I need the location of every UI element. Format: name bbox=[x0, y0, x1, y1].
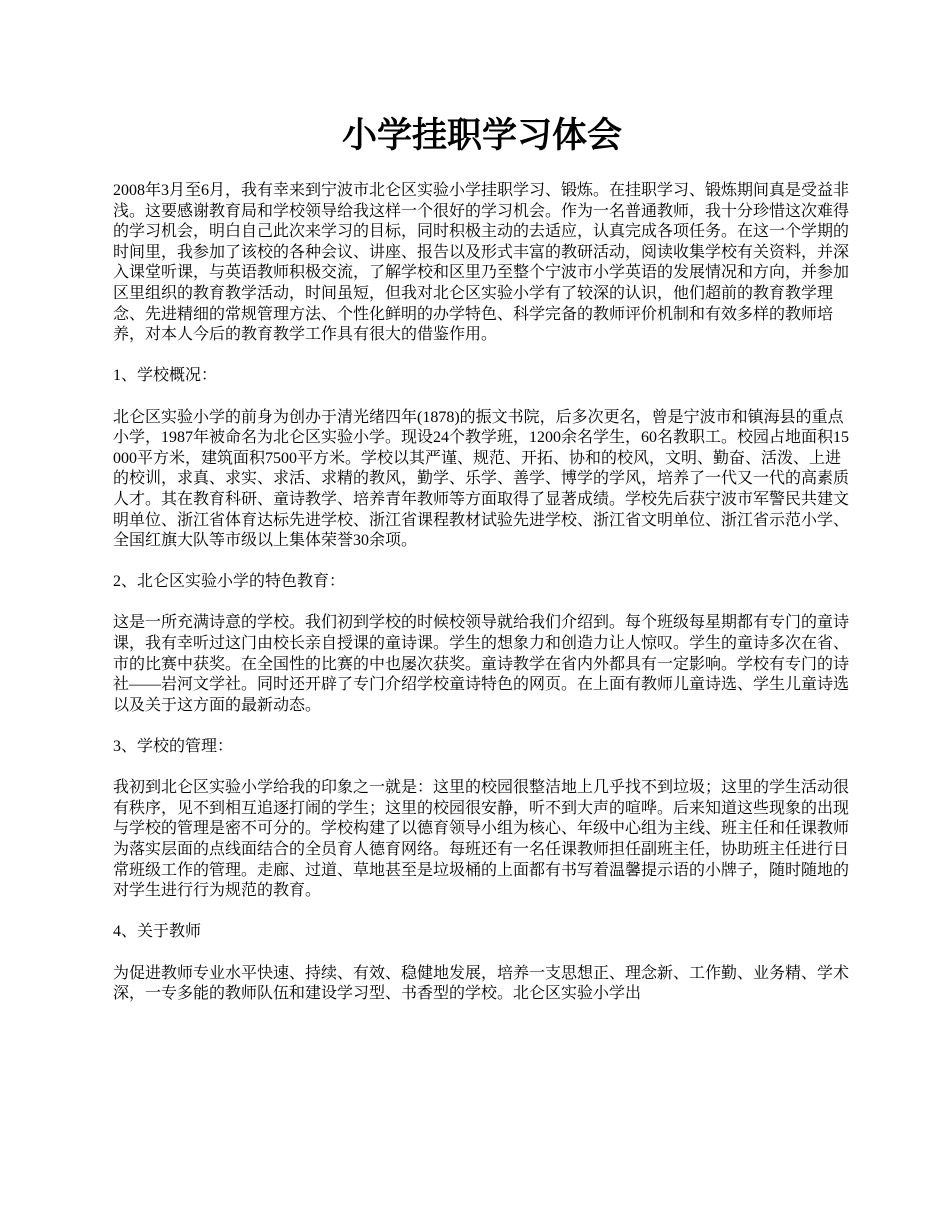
section-heading-school-management: 3、学校的管理： bbox=[113, 738, 234, 756]
document-body bbox=[113, 181, 851, 1005]
section-heading-school-overview: 1、学校概况： bbox=[113, 367, 218, 385]
section-heading-teachers: 4、关于教师 bbox=[113, 923, 202, 941]
intro-paragraph: 2008年3月至6月，我有幸来到宁波市北仑区实验小学挂职学习、锻炼。在挂职学习、锻炼期间真是受益非浅。这要感谢教育局和学校领导给我这样一个很好的学习机会。作为一名普通教师，我十分珍惜这次难得的学习机会，明白自己此次来学习的目标，同时积极主动的去适应，认真完成各项任务。在这一个学期的时间里，我参加了该校的各种会议、讲座、报告以及形式丰富的教研活动，阅读收集学校有关资料，并深入课堂听课，与英语教师积极交流，了解学校和区里乃至整个宁波市小学英语的发展情况和方向，并参加区里组织的教育教学活动，时间虽短，但我对北仑区实验小学有了较深的认识，他们超前的教育教学理念、先进精细的常规管理方法、个性化鲜明的办学特色、科学完备的教师评价机制和有效多样的教师培养，对本人今后的教育教学工作具有很大的借鉴作用。 bbox=[113, 182, 850, 344]
school-management-paragraph: 我初到北仑区实验小学给我的印象之一就是：这里的校园很整洁地上几乎找不到垃圾；这里的学生活动很有秩序，见不到相互追逐打闹的学生；这里的校园很安静，听不到大声的喧哗。后来知道这些现象的出现与学校的管理是密不可分的。学校构建了以德育领导小组为核心、年级中心组为主线、班主任和任课教师为落实层面的点线面结合的全员育人德育网络。每班还有一名任课教师担任副班主任，协助班主任进行日常班级工作的管理。走廊、过道、草地甚至是垃圾桶的上面都有书写着温馨提示语的小牌子，随时随地的对学生进行行为规范的教育。 bbox=[113, 779, 850, 900]
section-heading-featured-education: 2、北仑区实验小学的特色教育： bbox=[113, 573, 346, 591]
document-title: 小学挂职学习体会 bbox=[341, 116, 622, 155]
teachers-paragraph: 为促进教师专业水平快速、持续、有效、稳健地发展，培养一支思想正、理念新、工作勤、业务精、学术深，一专多能的教师队伍和建设学习型、书香型的学校。北仑区实验小学出 bbox=[113, 964, 850, 1003]
featured-education-paragraph: 这是一所充满诗意的学校。我们初到学校的时候校领导就给我们介绍到。每个班级每星期都有专门的童诗课，我有幸听过这门由校长亲自授课的童诗课。学生的想象力和创造力让人惊叹。学生的童诗多次在省、市的比赛中获奖。在全国性的比赛的中也屡次获奖。童诗教学在省内外都具有一定影响。学校有专门的诗社——岩河文学社。同时还开辟了专门介绍学校童诗特色的网页。在上面有教师儿童诗选、学生儿童诗选以及关于这方面的最新动态。 bbox=[113, 614, 850, 714]
school-overview-paragraph: 北仑区实验小学的前身为创办于清光绪四年(1878)的振文书院，后多次更名，曾是宁波市和镇海县的重点小学，1987年被命名为北仑区实验小学。现设24个教学班，1200余名学生，60名教职工。校园占地面积15000平方米，建筑面积7500平方米。学校以其严谨、规范、开拓、协和的校风，文明、勤奋、活泼、上进的校训，求真、求实、求活、求精的教风，勤学、乐学、善学、博学的学风，培养了一代又一代的高素质人才。其在教育科研、童诗教学、培养青年教师等方面取得了显著成绩。学校先后获宁波市军警民共建文明单位、浙江省体育达标先进学校、浙江省课程教材试验先进学校、浙江省文明单位、浙江省示范小学、全国红旗大队等市级以上集体荣誉30余项。 bbox=[113, 408, 850, 550]
